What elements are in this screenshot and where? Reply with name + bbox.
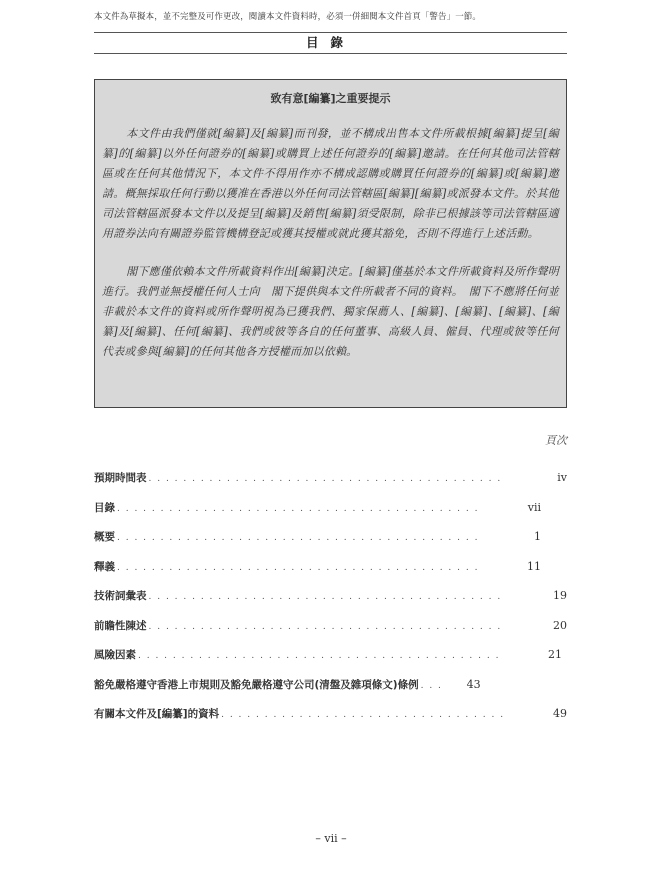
toc-entry-page: 20 (553, 618, 567, 632)
notice-paragraph-1: 本文件由我們僅就[編纂]及[編纂]而刊發，並不構成出售本文件所載根據[編纂]提呈[編纂]的[編纂]以外任何證券的[編纂]或購買上述任何證券的[編纂]邀請。在任何其他司法管轄區或在任何其他情況下，本文件不得用作亦不構成認購或購買任何證券的[編纂]或[編纂]邀請。概無採取任何行動以獲准在香港以外任何司法管轄區[編纂][編纂]或派發本文件。於其他司法管轄區派發本文件以及提呈[編纂]及銷售[編纂]須受限制，除非已根據該等司法管轄區適用證券法向有關證券監管機構登記或獲其授權或就此獲其豁免，否則不得進行上述活動。 (102, 127, 559, 240)
notice-heading: 致有意[編纂]之重要提示 (270, 92, 391, 105)
toc-entry[interactable] (94, 588, 567, 618)
page-number: – vii – (315, 832, 347, 845)
toc-leader-dots (149, 592, 504, 602)
toc-entry[interactable] (94, 706, 567, 736)
toc-entry-title: 技術詞彙表 (94, 590, 147, 602)
toc-entry-page: 49 (553, 707, 567, 720)
toc-leader-dots (149, 622, 504, 632)
toc-entry[interactable] (94, 618, 567, 648)
toc-entry-title: 目錄 (94, 501, 115, 514)
toc-entry-page: 21 (548, 648, 562, 661)
toc-entry-page: 43 (466, 677, 481, 691)
toc-entry-page: iv (557, 471, 567, 484)
toc-leader-dots (421, 681, 447, 691)
toc-entry-page: 11 (527, 559, 541, 573)
toc-entry[interactable] (94, 529, 567, 559)
table-of-contents (94, 470, 567, 736)
toc-entry-title: 預期時間表 (94, 472, 147, 484)
toc-entry[interactable] (94, 559, 567, 589)
toc-entry-page: 1 (534, 530, 541, 543)
toc-entry-title: 概要 (94, 531, 115, 543)
toc-entry-title: 風險因素 (94, 649, 136, 661)
toc-entry[interactable] (94, 647, 567, 677)
page-title: 目錄 (94, 32, 567, 54)
toc-leader-dots (117, 504, 477, 514)
toc-entry-title: 釋義 (94, 560, 115, 573)
toc-entry[interactable] (94, 500, 567, 530)
toc-entry-page: vii (527, 500, 541, 514)
toc-entry-title: 豁免嚴格遵守香港上市規則及豁免嚴格遵守公司(清盤及雜項條文)條例 (94, 678, 419, 691)
toc-entry-title: 有關本文件及[編纂]的資料 (94, 708, 220, 720)
page-column-label: 頁次 (545, 434, 567, 447)
toc-leader-dots (117, 533, 477, 543)
toc-leader-dots (117, 563, 477, 573)
toc-leader-dots (138, 651, 498, 661)
toc-entry[interactable] (94, 470, 567, 500)
toc-leader-dots (221, 710, 503, 720)
toc-entry[interactable] (94, 677, 567, 707)
draft-warning-note: 本文件為草擬本，並不完整及可作更改，閱讀本文件資料時，必須一併細閱本文件首頁「警告」一節。 (94, 12, 482, 22)
toc-leader-dots (149, 474, 504, 484)
toc-entry-page: 19 (553, 589, 567, 602)
notice-paragraph-2: 閣下應僅依賴本文件所載資料作出[編纂]決定。[編纂]僅基於本文件所載資料及所作聲明進行。我們並無授權任何人士向 閣下提供與本文件所載者不同的資料。 閣下不應將任何並非載於本文件的資料或所作聲明視為已獲我們、獨家保薦人、[編纂]、[編纂]、[編纂]、[編纂]及[編纂]、任何[編纂]、我們或彼等各自的任何董事、高級人員、僱員、代理或彼等任何代表或參與[編纂]的任何其他各方授權而加以依賴。 (102, 265, 559, 358)
toc-entry-title: 前瞻性陳述 (94, 619, 147, 632)
important-notice-box (94, 79, 567, 408)
